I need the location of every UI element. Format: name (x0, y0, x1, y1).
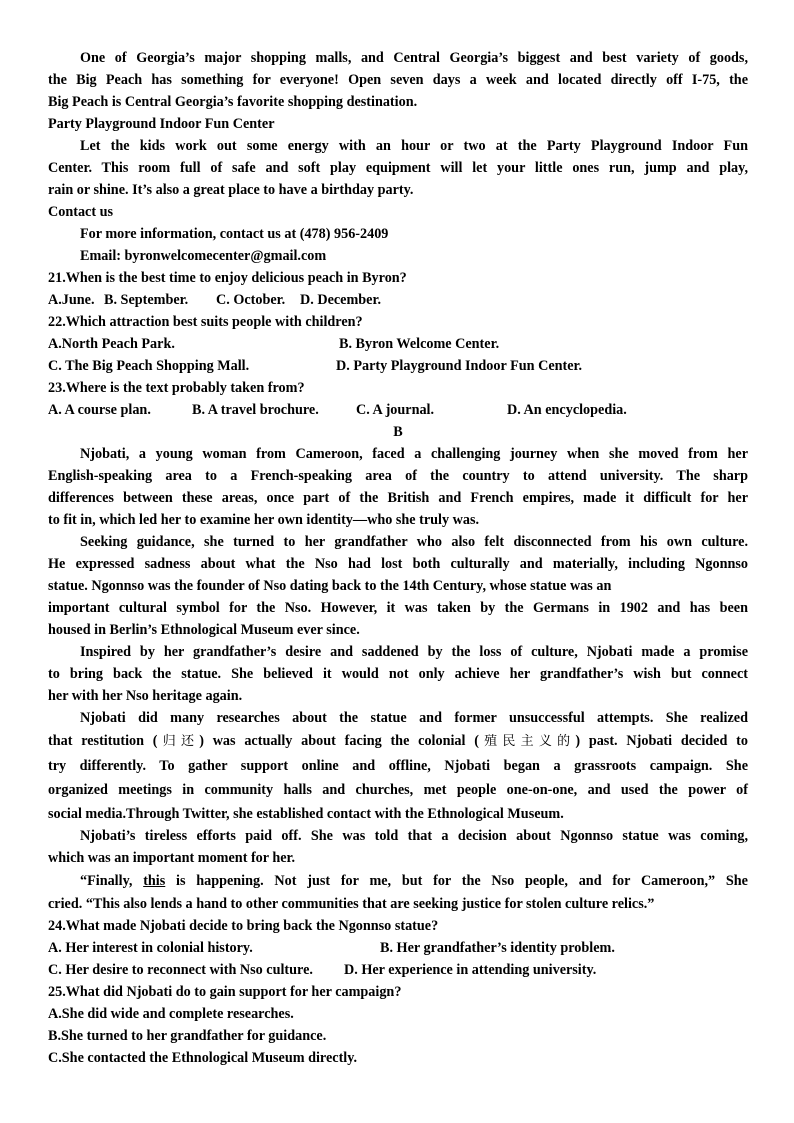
p4-line-2-part-1: that restitution ( (48, 733, 158, 749)
option-b: B. September. (104, 292, 189, 308)
p4-line-2-part-3: ) past. Njobati decided to (575, 733, 748, 749)
option-b: B. Byron Welcome Center. (339, 336, 500, 352)
question-24-options-row-1 (48, 937, 748, 959)
p5-line-1: Njobati’s tireless efforts paid off. She was told that a decision about Ngonnso statue was coming, (80, 827, 748, 844)
question-25-option-b: B.She turned to her grandfather for guidance. (48, 1028, 327, 1044)
colonial-gloss: 殖民主义的 (478, 734, 576, 749)
p3-line-2: to bring back the statue. She believed it would not only achieve her grandfather’s wish but connect (48, 666, 748, 682)
party-heading: Party Playground Indoor Fun Center (48, 116, 275, 132)
option-c: C. Her desire to reconnect with Nso culture. (48, 962, 313, 978)
p4-line-3: try differently. To gather support online and offline, Njobati began a grassroots campaign. She (48, 757, 748, 774)
p6-line-1-part-2: is happening. Not just for me, but for the Nso people, and for Cameroon,” She (165, 872, 748, 889)
option-d: D. December. (300, 292, 382, 308)
intro-line-2: the Big Peach has something for everyone! Open seven days a week and located directly off I-75, the (48, 72, 748, 88)
option-c: C. October. (216, 292, 286, 308)
option-a: A.North Peach Park. (48, 336, 175, 352)
option-d: D. Party Playground Indoor Fun Center. (336, 358, 583, 374)
option-d: D. An encyclopedia. (507, 402, 627, 418)
question-21-options (48, 289, 748, 311)
option-a: A. Her interest in colonial history. (48, 940, 253, 956)
question-25-option-c: C.She contacted the Ethnological Museum directly. (48, 1050, 358, 1066)
p5-line-2: which was an important moment for her. (48, 849, 296, 866)
restitution-gloss: 归还 (157, 734, 200, 749)
p4-line-4: organized meetings in community halls and churches, met people one-on-one, and used the power of (48, 782, 748, 798)
option-c: C. A journal. (356, 402, 435, 418)
p1-line-4: to fit in, which led her to examine her own identity—who she truly was. (48, 512, 480, 528)
p6-line-1 (48, 869, 748, 894)
party-line-2: Center. This room full of safe and soft play equipment will let your little ones run, jump and play, (48, 160, 748, 176)
contact-heading: Contact us (48, 204, 114, 220)
option-a: A.June. (48, 292, 95, 308)
question-22-options-row-1 (48, 333, 748, 355)
question-25-option-a: A.She did wide and complete researches. (48, 1006, 294, 1022)
p4-line-5: social media.Through Twitter, she established contact with the Ethnological Museum. (48, 805, 564, 822)
p4-line-2-part-2: ) was actually about facing the colonial ( (199, 733, 479, 749)
exam-page (48, 47, 748, 1069)
p4-line-2 (48, 729, 748, 754)
question-21: 21.When is the best time to enjoy delicious peach in Byron? (48, 270, 407, 286)
p3-line-3: her with her Nso heritage again. (48, 688, 243, 704)
contact-phone: For more information, contact us at (478) 956-2409 (80, 226, 389, 242)
option-b: B. A travel brochure. (192, 402, 319, 418)
p6-line-1-part-1: “Finally, (80, 872, 144, 889)
contact-email: Email: byronwelcomecenter@gmail.com (80, 248, 327, 264)
option-a: A. A course plan. (48, 402, 151, 418)
question-23-options (48, 399, 748, 421)
p1-line-1: Njobati, a young woman from Cameroon, faced a challenging journey when she moved from her (80, 446, 748, 462)
option-c: C. The Big Peach Shopping Mall. (48, 358, 250, 374)
option-b: B. Her grandfather’s identity problem. (380, 940, 615, 956)
question-22: 22.Which attraction best suits people with children? (48, 314, 363, 330)
p2-line-5: housed in Berlin’s Ethnological Museum ever since. (48, 622, 360, 638)
p6-line-2: cried. “This also lends a hand to other communities that are seeking justice for stolen culture relics.” (48, 896, 655, 912)
question-24: 24.What made Njobati decide to bring back the Ngonnso statue? (48, 918, 439, 934)
p2-line-3: statue. Ngonnso was the founder of Nso dating back to the 14th Century, whose statue was an (48, 578, 612, 594)
p3-line-1: Inspired by her grandfather’s desire and saddened by the loss of culture, Njobati made a promise (80, 644, 748, 660)
p4-line-1: Njobati did many researches about the statue and former unsuccessful attempts. She realized (80, 710, 748, 726)
p2-line-2: He expressed sadness about what the Nso had lost both culturally and materially, including Ngonnso (48, 556, 748, 572)
option-d: D. Her experience in attending university. (344, 962, 597, 978)
party-line-3: rain or shine. It’s also a great place to have a birthday party. (48, 182, 414, 198)
question-22-options-row-2 (48, 355, 748, 377)
section-b-label: B (393, 424, 403, 440)
intro-line-3: Big Peach is Central Georgia’s favorite shopping destination. (48, 94, 418, 110)
question-25: 25.What did Njobati do to gain support for her campaign? (48, 984, 402, 1000)
question-23: 23.Where is the text probably taken from? (48, 380, 305, 396)
underlined-this: this (143, 872, 166, 889)
p1-line-2: English-speaking area to a French-speaking area of the country to attend university. The sharp (48, 468, 748, 484)
question-24-options-row-2 (48, 959, 748, 981)
intro-line-1: One of Georgia’s major shopping malls, and Central Georgia’s biggest and best variety of goods, (80, 50, 748, 66)
p2-line-1: Seeking guidance, she turned to her grandfather who also felt disconnected from his own culture. (80, 534, 748, 550)
party-line-1: Let the kids work out some energy with an hour or two at the Party Playground Indoor Fun (80, 138, 748, 154)
p1-line-3: differences between these areas, once part of the British and French empires, made it difficult for her (48, 490, 748, 506)
p2-line-4: important cultural symbol for the Nso. However, it was taken by the Germans in 1902 and has been (48, 600, 748, 616)
